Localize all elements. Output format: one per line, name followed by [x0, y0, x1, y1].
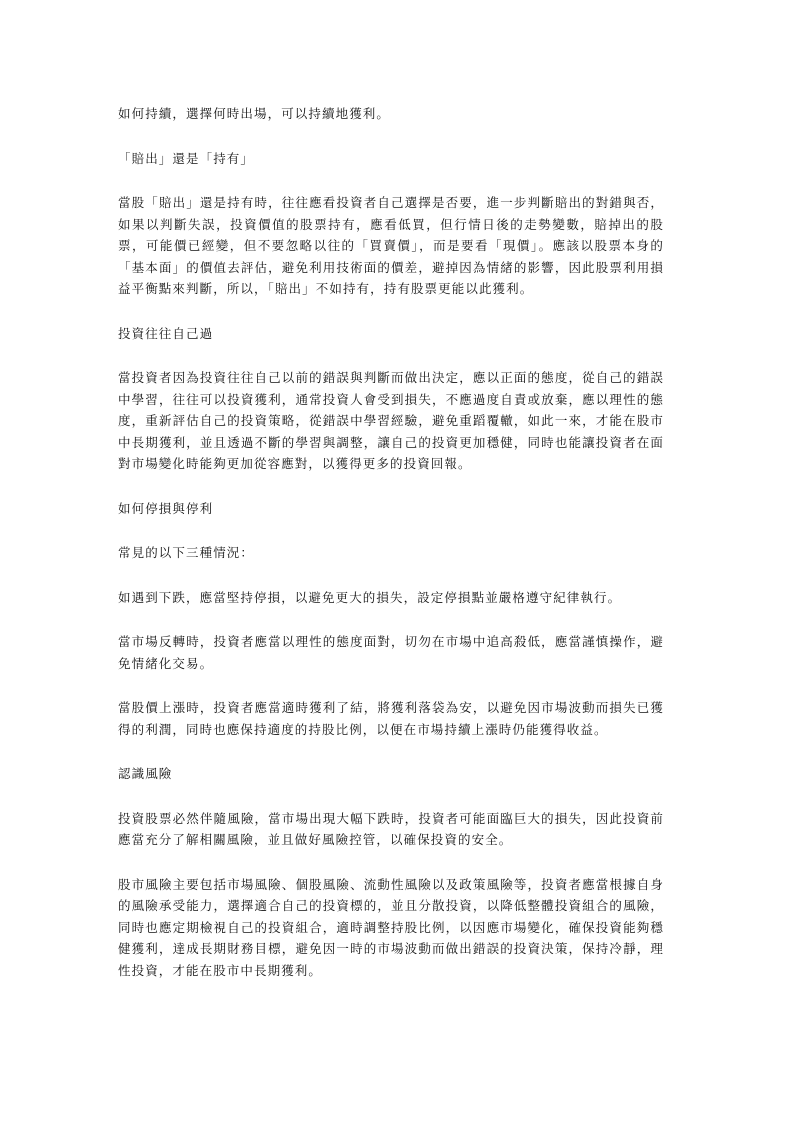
risk-paragraph-2: 股市風險主要包括市場風險、個股風險、流動性風險以及政策風險等，投資者應當根據自身的風險承受能力，選擇適合自己的投資標的，並且分散投資，以降低整體投資組合的風險，同時也應定期檢視自己的投資組合，適時調整持股比例，以因應市場變化，確保投資能夠穩健獲利，達成長期財務目標，避免因一時的市場波動而做出錯誤的投資決策，保持冷靜，理性投資，才能在股市中長期獲利。: [118, 876, 664, 978]
past-mistakes-paragraph: 當投資者因為投資往往自己以前的錯誤與判斷而做出決定，應以正面的態度，從自己的錯誤中學習，往往可以投資獲利，通常投資人會受到損失，不應過度自責或放棄，應以理性的態度，重新評估自己的投資策略，從錯誤中學習經驗，避免重蹈覆轍，如此一來，才能在股市中長期獲利，並且透過不斷的學習與調整，讓自己的投資更加穩健，同時也能讓投資者在面對市場變化時能夠更加從容應對，以獲得更多的投資回報。: [118, 370, 664, 471]
stop-loss-intro: 常見的以下三種情況：: [118, 545, 255, 560]
section-heading-stop-loss: 如何停損與停利: [118, 500, 214, 516]
stop-loss-case-1: 如遇到下跌，應當堅持停損，以避免更大的損失，設定停損點並嚴格遵守紀律執行。: [118, 589, 622, 605]
section-heading-past-mistakes: 投資往往自己過: [118, 325, 214, 341]
stop-loss-case-3: 當股價上漲時，投資者應當適時獲利了結，將獲利落袋為安，以避免因市場波動而損失已獲得的利潤，同時也應保持適度的持股比例，以便在市場持續上漲時仍能獲得收益。: [118, 700, 664, 737]
section-heading-sell-or-hold: 「賠出」還是「持有」: [118, 150, 255, 166]
sell-or-hold-paragraph: 當股「賠出」還是持有時，往往應看投資者自己選擇是否要，進一步判斷賠出的對錯與否，如果以判斷失誤，投資價值的股票持有，應看低買，但行情日後的走勢變數，賠掉出的股票，可能價已經變，但不要忽略以往的「買賣價」，而是要看「現價」。應該以股票本身的「基本面」的價值去評估，避免利用技術面的價差，避掉因為情緒的影響，因此股票利用損益平衡點來判斷，所以，「賠出」不如持有，持有股票更能以此獲利。: [118, 195, 664, 296]
risk-paragraph-1: 投資股票必然伴隨風險，當市場出現大幅下跌時，投資者可能面臨巨大的損失，因此投資前應當充分了解相關風險，並且做好風險控管，以確保投資的安全。: [118, 810, 664, 847]
intro-paragraph: 如何持續，選擇何時出場，可以持續地獲利。: [118, 106, 391, 121]
stop-loss-case-2: 當市場反轉時，投資者應當以理性的態度面對，切勿在市場中追高殺低，應當謹慎操作，避免情緒化交易。: [118, 634, 664, 671]
section-heading-risk: 認識風險: [118, 766, 173, 781]
